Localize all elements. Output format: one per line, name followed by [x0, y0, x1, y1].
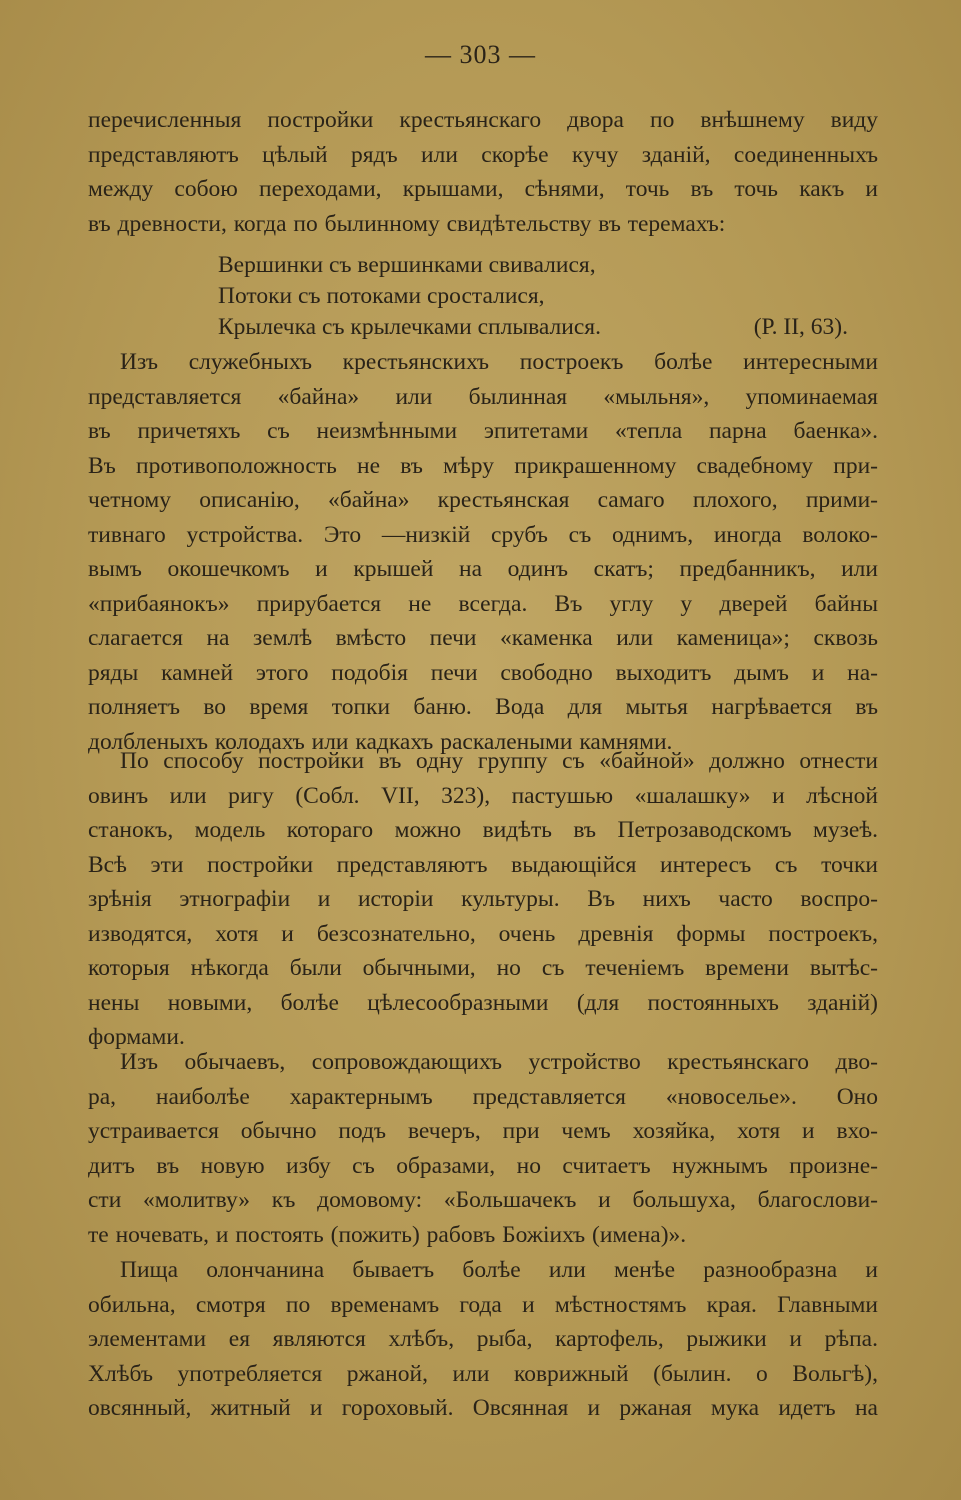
text-line: формами.: [88, 1024, 185, 1050]
text-line: четному описанію, «байна» крестьянская самаго плохого, прими-: [88, 487, 878, 513]
text-line: въ древности, когда по былинному свидѣтельству въ теремахъ:: [88, 210, 726, 237]
text-line: Пища олончанина бываетъ болѣе или менѣе разнообразна и: [120, 1257, 878, 1283]
text-line: вымъ окошечкомъ и крышей на одинъ скатъ; предбанникъ, или: [88, 556, 878, 582]
paragraph-4: [88, 1045, 878, 1252]
text-line: овсянный, житный и гороховый. Овсянная и ржаная мука идетъ на: [88, 1395, 878, 1421]
paragraph-1: [88, 103, 878, 241]
text-line: обильна, смотря по временамъ года и мѣстностямъ края. Главными: [88, 1291, 878, 1318]
text-line: Всѣ эти постройки представляютъ выдающійся интересъ съ точки: [88, 851, 878, 878]
text-line: Изъ служебныхъ крестьянскихъ построекъ болѣе интересными: [120, 349, 878, 375]
text-line: которыя нѣкогда были обычными, но съ теченіемъ времени вытѣс-: [88, 955, 878, 981]
text-line: тивнаго устройства. Это —низкій срубъ съ однимъ, иногда волоко-: [88, 521, 878, 548]
text-line: въ причетяхъ съ неизмѣнными эпитетами «тепла парна баенка».: [88, 418, 878, 444]
text-line: Изъ обычаевъ, сопровождающихъ устройство крестьянскаго дво-: [120, 1049, 878, 1075]
text-line: те ночевать, и постоять (пожить) рабовъ Божіихъ (имена)».: [88, 1221, 687, 1248]
text-line: слагается на землѣ вмѣсто печи «каменка или каменица»; сквозь: [88, 625, 878, 651]
text-line: дитъ въ новую избу съ образами, но считаетъ нужнымъ произне-: [88, 1152, 878, 1179]
text-line: По способу постройки въ одну группу съ «байной» должно отнести: [120, 748, 878, 774]
text-line: представляется «байна» или былинная «мыльня», упоминаемая: [88, 383, 878, 410]
text-line: перечисленныя постройки крестьянскаго двора по внѣшнему виду: [88, 107, 878, 133]
text-line: ра, наиболѣе характернымъ представляется «новоселье». Оно: [88, 1083, 878, 1110]
text-line: полняетъ во время топки баню. Вода для мытья нагрѣвается въ: [88, 694, 878, 720]
text-line: между собою переходами, крышами, сѣнями, точь въ точь какъ и: [88, 176, 878, 202]
paragraph-5: [88, 1253, 878, 1426]
text-line: долбленыхъ колодахъ или кадкахъ раскалеными камнями.: [88, 728, 673, 755]
verse-reference: (Р. II, 63).: [753, 314, 848, 340]
text-line: станокъ, модель котораго можно видѣть въ Петрозаводскомъ музеѣ.: [88, 817, 878, 843]
paragraph-2: [88, 345, 878, 759]
verse-line: Вершинки съ вершинками свивалися,: [218, 252, 596, 278]
text-line: зрѣнія этнографіи и исторіи культуры. Въ нихъ часто воспро-: [88, 886, 878, 912]
text-line: «прибаянокъ» прирубается не всегда. Въ углу у дверей байны: [88, 590, 878, 617]
verse-line: Потоки съ потоками сросталися,: [218, 283, 545, 309]
verse-line: Крылечка съ крылечками сплывалися.: [218, 314, 601, 340]
text-line: Хлѣбъ употребляется ржаной, или коврижный (былин. о Вольгѣ),: [88, 1360, 878, 1387]
text-line: изводятся, хотя и безсознательно, очень древнія формы построекъ,: [88, 920, 878, 947]
text-line: овинъ или ригу (Собл. VII, 323), пастушью «шалашку» и лѣсной: [88, 782, 878, 809]
text-line: устраивается обычно подъ вечеръ, при чемъ хозяйка, хотя и вхо-: [88, 1118, 878, 1144]
text-line: ряды камней этого подобія печи свободно выходитъ дымъ и на-: [88, 659, 878, 686]
text-line: нены новыми, болѣе цѣлесообразными (для постоянныхъ зданій): [88, 989, 878, 1016]
paragraph-3: [88, 744, 878, 1055]
text-line: элементами ея являются хлѣбъ, рыба, картофель, рыжики и рѣпа.: [88, 1326, 878, 1352]
text-line: Въ противоположность не въ мѣру прикрашенному свадебному при-: [88, 452, 878, 479]
text-line: сти «молитву» къ домовому: «Большачекъ и большуха, благослови-: [88, 1187, 878, 1213]
page-number: — 303 —: [425, 40, 536, 69]
text-line: представляютъ цѣлый рядъ или скорѣе кучу зданій, соединенныхъ: [88, 141, 878, 168]
verse-quote: [218, 250, 848, 343]
